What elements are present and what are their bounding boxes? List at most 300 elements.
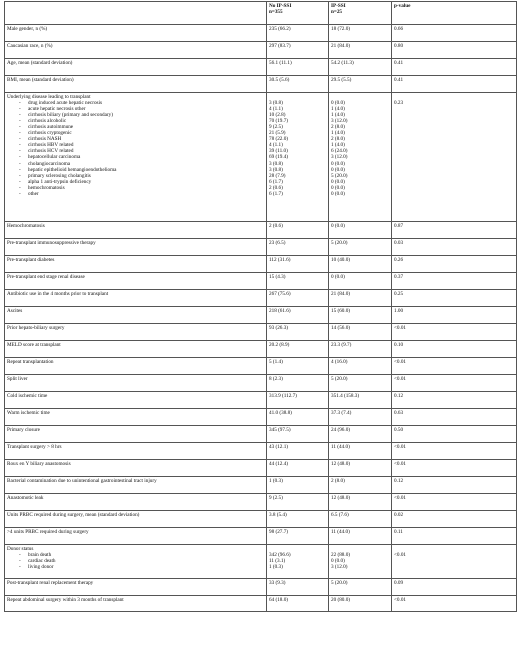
no-ip-ssi-cell — [267, 494, 329, 511]
value: 10 (40.0) — [331, 256, 351, 263]
p-value-cell — [392, 460, 517, 477]
table-row — [5, 460, 517, 477]
row-label-cell — [5, 25, 267, 42]
value: 21 (5.9) — [269, 130, 286, 137]
row-label-cell — [5, 290, 267, 307]
value: 33 (9.3) — [269, 579, 286, 586]
header-no-ip-ssi — [267, 2, 329, 25]
ip-ssi-cell — [329, 579, 392, 596]
ip-ssi-cell — [329, 273, 392, 290]
dash-bullet: - — [19, 178, 21, 185]
value: 2 (8.0) — [331, 477, 345, 484]
no-ip-ssi-cell — [267, 273, 329, 290]
p-value: 0.12 — [394, 392, 404, 399]
table-row — [5, 25, 517, 42]
table-row — [5, 426, 517, 443]
row-label: Pre-transplant diabetes — [7, 256, 55, 263]
value: 23.3 (9.7) — [331, 341, 352, 348]
row-label-cell — [5, 596, 267, 612]
header-p-value: p-value — [392, 2, 517, 25]
ip-ssi-cell — [329, 307, 392, 324]
value: 3 (12.0) — [331, 154, 348, 161]
p-value: 0.50 — [394, 426, 404, 433]
p-value-cell — [392, 59, 517, 76]
row-label: Ascites — [7, 307, 23, 314]
row-label-cell — [5, 324, 267, 341]
ip-ssi-cell — [329, 239, 392, 256]
value: 1 (0.3) — [269, 477, 283, 484]
p-value-cell — [392, 76, 517, 93]
row-subitem-label: drug induced acute hepatic necrosis — [28, 99, 103, 106]
ip-ssi-cell — [329, 93, 392, 222]
row-label: Antibiotic use in the 4 months prior to transplant — [7, 290, 109, 297]
value: 22 (88.0) — [331, 551, 351, 558]
row-label: Units PRBC required during surgery, mean (standard deviation) — [7, 511, 140, 518]
row-label-cell — [5, 42, 267, 59]
p-value: 0.63 — [394, 409, 404, 416]
row-label-cell — [5, 409, 267, 426]
row-label: Bacterial contamination due to unintentional gastrointestinal tract injury — [7, 477, 157, 484]
value: 5 (20.0) — [331, 375, 348, 382]
value: 112 (31.6) — [269, 256, 291, 263]
no-ip-ssi-cell — [267, 511, 329, 528]
dash-bullet: - — [19, 105, 21, 112]
no-ip-ssi-cell — [267, 409, 329, 426]
value: 11 (44.0) — [331, 443, 350, 450]
table-body — [5, 25, 517, 612]
p-value: 0.26 — [394, 256, 404, 263]
row-label-cell — [5, 341, 267, 358]
value: 93 (26.3) — [269, 324, 289, 331]
value: 5 (20.0) — [331, 239, 348, 246]
table-row — [5, 511, 517, 528]
p-value: 0.41 — [394, 59, 404, 66]
dash-bullet: - — [19, 136, 21, 143]
ip-ssi-cell — [329, 256, 392, 273]
ip-ssi-cell — [329, 511, 392, 528]
row-label: Prior hepato-biliary surgery — [7, 324, 65, 331]
row-subitem-label: cirrhosis autoimmune — [28, 123, 74, 130]
table-row — [5, 341, 517, 358]
value: 20.2 (8.9) — [269, 341, 290, 348]
value: 64 (18.0) — [269, 596, 289, 603]
p-value-cell — [392, 528, 517, 545]
dash-bullet: - — [19, 99, 21, 106]
value: 9 (2.5) — [269, 494, 283, 501]
value: 8 (2.3) — [269, 375, 283, 382]
row-label: Repeat abdominal surgery within 3 months of transplant — [7, 596, 124, 603]
value: 0 (0.0) — [331, 557, 345, 564]
p-value: <0.01 — [394, 551, 407, 558]
row-label-cell — [5, 76, 267, 93]
header-ip-ssi-label: IP-SSI — [331, 2, 346, 9]
p-value: 0.03 — [394, 239, 404, 246]
p-value-cell — [392, 494, 517, 511]
p-value-cell — [392, 273, 517, 290]
ip-ssi-cell — [329, 341, 392, 358]
value: 297 (83.7) — [269, 42, 291, 49]
row-label-cell — [5, 579, 267, 596]
p-value: 0.12 — [394, 477, 404, 484]
p-value-cell — [392, 222, 517, 239]
dash-bullet: - — [19, 563, 21, 570]
row-label-cell — [5, 307, 267, 324]
dash-bullet: - — [19, 130, 21, 137]
row-label: Male gender, n (%) — [7, 25, 48, 32]
header-row — [5, 2, 517, 25]
row-label: Post-transplant renal replacement therapy — [7, 579, 94, 586]
no-ip-ssi-cell — [267, 477, 329, 494]
header-ip-ssi — [329, 2, 392, 25]
table-row — [5, 256, 517, 273]
header-no-ip-ssi-n: n=355 — [269, 8, 283, 15]
value: 6 (1.7) — [269, 191, 283, 197]
no-ip-ssi-cell — [267, 392, 329, 409]
row-label: Anastomotic leak — [7, 494, 44, 501]
table-row — [5, 59, 517, 76]
value: 5 (20.0) — [331, 579, 348, 586]
row-label: Primary closure — [7, 426, 40, 433]
value: 23 (6.5) — [269, 239, 286, 246]
row-label-cell — [5, 256, 267, 273]
p-value: 0.11 — [394, 528, 403, 535]
no-ip-ssi-cell — [267, 76, 329, 93]
row-subitem-label: cirrhosis HBV related — [28, 142, 74, 149]
value: 43 (12.1) — [269, 443, 289, 450]
row-label: Transplant surgery > 8 hrs — [7, 443, 62, 450]
p-value-cell — [392, 477, 517, 494]
ip-ssi-cell — [329, 392, 392, 409]
value: 5 (20.0) — [331, 172, 348, 179]
value: 11 (44.0) — [331, 528, 350, 535]
p-value: 0.37 — [394, 273, 404, 280]
value: 5 (1.4) — [269, 358, 283, 365]
value: 313.9 (112.7) — [269, 392, 297, 399]
ip-ssi-cell — [329, 222, 392, 239]
row-label-cell — [5, 460, 267, 477]
value: 21 (84.0) — [331, 290, 351, 297]
row-label: Underlying disease leading to transplant — [7, 93, 91, 100]
row-subitem-label: primary sclerosing cholangitis — [28, 172, 91, 179]
value: 11 (3.1) — [269, 557, 286, 564]
value: 218 (61.6) — [269, 307, 291, 314]
p-value-cell — [392, 392, 517, 409]
p-value-cell — [392, 341, 517, 358]
p-value: <0.01 — [394, 375, 407, 382]
value: 267 (75.6) — [269, 290, 291, 297]
ip-ssi-cell — [329, 494, 392, 511]
p-value: <0.01 — [394, 494, 407, 501]
value: 3.8 (5.4) — [269, 511, 287, 518]
p-value-cell — [392, 375, 517, 392]
ip-ssi-cell — [329, 324, 392, 341]
row-subitem-label: cirrhosis HCV related — [28, 148, 74, 155]
comparison-table — [4, 1, 517, 612]
value: 1 (4.0) — [331, 105, 345, 112]
value: 6 (24.0) — [331, 148, 348, 155]
row-label-cell — [5, 375, 267, 392]
p-value-cell — [392, 426, 517, 443]
dash-bullet: - — [19, 148, 21, 155]
p-value: <0.01 — [394, 443, 407, 450]
value: 4 (1.1) — [269, 105, 283, 112]
ip-ssi-cell — [329, 409, 392, 426]
no-ip-ssi-cell — [267, 222, 329, 239]
value: 0 (0.0) — [331, 166, 345, 173]
table-row — [5, 443, 517, 460]
value: 41.0 (38.8) — [269, 409, 292, 416]
no-ip-ssi-cell — [267, 59, 329, 76]
dash-bullet: - — [19, 142, 21, 149]
table-row — [5, 528, 517, 545]
value: 24 (96.0) — [331, 426, 351, 433]
table-row — [5, 290, 517, 307]
row-subitem-label: cirrhosis alcoholic — [28, 117, 67, 124]
dash-bullet: - — [19, 123, 21, 130]
row-label-cell — [5, 494, 267, 511]
row-subitem-label: other — [28, 191, 39, 197]
value: 0 (0.0) — [331, 160, 345, 167]
row-subitem-label: cardiac death — [28, 557, 56, 564]
table-row — [5, 477, 517, 494]
row-label-cell — [5, 59, 267, 76]
table-row — [5, 358, 517, 375]
p-value: 0.09 — [394, 579, 404, 586]
dash-bullet: - — [19, 117, 21, 124]
p-value-cell — [392, 358, 517, 375]
value: 3 (12.0) — [331, 563, 348, 570]
header-ip-ssi-n: n=25 — [331, 8, 343, 15]
value: 15 (60.0) — [331, 307, 351, 314]
p-value: 0.10 — [394, 341, 404, 348]
row-label: Pre-transplant end stage renal disease — [7, 273, 85, 280]
dash-bullet: - — [19, 154, 21, 161]
header-no-ip-ssi-label: No IP-SSI — [269, 2, 292, 9]
row-label-cell — [5, 358, 267, 375]
value: 3 (0.8) — [269, 160, 283, 167]
row-label-cell — [5, 222, 267, 239]
row-label: BMI, mean (standard deviation) — [7, 76, 74, 83]
ip-ssi-cell — [329, 477, 392, 494]
p-value-cell — [392, 42, 517, 59]
row-subitem-label: hepatic epithelioid hemangioendothelioma — [28, 166, 117, 173]
value: 0 (0.0) — [331, 99, 345, 106]
value: 9 (2.5) — [269, 123, 283, 130]
value: 0 (0.0) — [331, 178, 345, 185]
dash-bullet: - — [19, 166, 21, 173]
no-ip-ssi-cell — [267, 256, 329, 273]
value: 2 (8.0) — [331, 123, 345, 130]
row-label: Hemochromatosis — [7, 222, 45, 229]
p-value-cell — [392, 25, 517, 42]
no-ip-ssi-cell — [267, 307, 329, 324]
ip-ssi-cell — [329, 545, 392, 579]
p-value-cell — [392, 443, 517, 460]
table-row — [5, 579, 517, 596]
row-label: Repeat transplantation — [7, 358, 54, 365]
value: 10 (2.8) — [269, 111, 286, 118]
p-value: 0.23 — [394, 99, 404, 106]
row-subitem-label: hemochromatosis — [28, 184, 65, 191]
dash-bullet: - — [19, 551, 21, 558]
row-subitem-label: acute hepatic necrosis other — [28, 105, 86, 112]
no-ip-ssi-cell — [267, 290, 329, 307]
row-label: Caucasian race, n (%) — [7, 42, 53, 49]
no-ip-ssi-cell — [267, 460, 329, 477]
value: 44 (12.4) — [269, 460, 289, 467]
row-subitem — [7, 564, 264, 570]
p-value-cell — [392, 579, 517, 596]
no-ip-ssi-cell — [267, 25, 329, 42]
table-row — [5, 392, 517, 409]
value: 15 (4.3) — [269, 273, 286, 280]
row-subitem — [7, 191, 264, 197]
p-value-cell — [392, 511, 517, 528]
row-label-cell — [5, 392, 267, 409]
p-value-cell — [392, 324, 517, 341]
row-subitem-label: hepatocellular carcinoma — [28, 154, 81, 161]
no-ip-ssi-cell — [267, 375, 329, 392]
value: 98 (27.7) — [269, 528, 289, 535]
row-subitem-label: brain death — [28, 551, 52, 558]
p-value-cell — [392, 93, 517, 222]
dash-bullet: - — [19, 557, 21, 564]
value: 21 (84.0) — [331, 42, 351, 49]
row-label-cell — [5, 545, 267, 579]
p-value: 1.00 — [394, 307, 404, 314]
value: 235 (66.2) — [269, 25, 291, 32]
ip-ssi-cell — [329, 596, 392, 612]
row-subitem-label: cholangiocarcinoma — [28, 160, 71, 167]
row-label-cell — [5, 273, 267, 290]
p-value: <0.01 — [394, 460, 407, 467]
dash-bullet: - — [19, 191, 21, 197]
no-ip-ssi-cell — [267, 324, 329, 341]
value: 1 (4.0) — [331, 142, 345, 149]
no-ip-ssi-cell — [267, 93, 329, 222]
value: 351.4 (158.3) — [331, 392, 360, 399]
value: 3 (0.8) — [269, 166, 283, 173]
p-value: <0.01 — [394, 596, 407, 603]
p-value: <0.01 — [394, 324, 407, 331]
value: 3 (0.8) — [269, 99, 283, 106]
value: 2 (0.6) — [269, 222, 283, 229]
value: 1 (4.0) — [331, 130, 345, 137]
row-label: Roux en Y biliary anastomosis — [7, 460, 71, 467]
ip-ssi-cell — [329, 25, 392, 42]
ip-ssi-cell — [329, 358, 392, 375]
value: 2 (0.6) — [269, 184, 283, 191]
row-label: Age, mean (standard deviation) — [7, 59, 73, 66]
p-value: 0.66 — [394, 25, 404, 32]
table-row — [5, 409, 517, 426]
ip-ssi-cell — [329, 76, 392, 93]
row-label-cell — [5, 477, 267, 494]
row-subitem-label: cirrhosis biliary (primary and secondary) — [28, 111, 113, 118]
table-row — [5, 324, 517, 341]
header-characteristic — [5, 2, 267, 25]
value: 39 (11.0) — [269, 148, 288, 155]
row-subitem-label: cirrhosis NASH — [28, 136, 62, 143]
p-value-cell — [392, 239, 517, 256]
value: 37.3 (7.4) — [331, 409, 352, 416]
value: 0 (0.0) — [331, 222, 345, 229]
row-subitem-label: cirrhosis cryptogenic — [28, 130, 72, 137]
p-value: <0.01 — [394, 358, 407, 365]
value: 14 (56.0) — [331, 324, 351, 331]
dash-bullet: - — [19, 160, 21, 167]
p-value: 0.25 — [394, 290, 404, 297]
no-ip-ssi-cell — [267, 528, 329, 545]
no-ip-ssi-cell — [267, 545, 329, 579]
ip-ssi-cell — [329, 460, 392, 477]
row-label: Pre-transplant immunosuppressive therapy — [7, 239, 96, 246]
table-row — [5, 545, 517, 579]
p-value-cell — [392, 409, 517, 426]
value: 3 (12.0) — [331, 117, 348, 124]
ip-ssi-cell — [329, 443, 392, 460]
row-subitem-label: living donor — [28, 563, 54, 570]
dash-bullet: - — [19, 172, 21, 179]
value: 28 (7.9) — [269, 172, 286, 179]
row-label: Split liver — [7, 375, 28, 382]
table-row — [5, 42, 517, 59]
value: 2 (8.0) — [331, 136, 345, 143]
row-label-cell — [5, 511, 267, 528]
table-row — [5, 93, 517, 222]
no-ip-ssi-cell — [267, 426, 329, 443]
value: 56.1 (11.1) — [269, 59, 292, 66]
row-label-cell — [5, 443, 267, 460]
value: 20 (80.0) — [331, 596, 351, 603]
value: 1 (0.3) — [269, 563, 283, 570]
row-label-cell — [5, 426, 267, 443]
value: 0 (0.0) — [331, 273, 345, 280]
ip-ssi-cell — [329, 59, 392, 76]
p-value-cell — [392, 545, 517, 579]
p-value: 0.87 — [394, 222, 404, 229]
row-label-cell — [5, 239, 267, 256]
no-ip-ssi-cell — [267, 42, 329, 59]
row-subitem-label: alpha 1 anti-trypsin deficiency — [28, 178, 92, 185]
table-row — [5, 222, 517, 239]
table-row — [5, 76, 517, 93]
value: 342 (96.6) — [269, 551, 291, 558]
ip-ssi-cell — [329, 426, 392, 443]
p-value-cell — [392, 256, 517, 273]
dash-bullet: - — [19, 184, 21, 191]
value: 0 (0.0) — [331, 184, 345, 191]
no-ip-ssi-cell — [267, 596, 329, 612]
value: 78 (22.0) — [269, 136, 289, 143]
no-ip-ssi-cell — [267, 341, 329, 358]
value: 30.5 (5.6) — [269, 76, 290, 83]
no-ip-ssi-cell — [267, 443, 329, 460]
value: 54.2 (11.3) — [331, 59, 354, 66]
table-row — [5, 596, 517, 612]
table-row — [5, 494, 517, 511]
row-label-cell — [5, 528, 267, 545]
row-label: Donor status — [7, 545, 34, 552]
ip-ssi-cell — [329, 290, 392, 307]
row-label: MELD score at transplant — [7, 341, 61, 348]
value: 6.5 (7.6) — [331, 511, 349, 518]
p-value-cell — [392, 596, 517, 612]
table-row — [5, 307, 517, 324]
table-row — [5, 239, 517, 256]
p-value: 0.02 — [394, 511, 404, 518]
row-label: Cold ischemic time — [7, 392, 48, 399]
